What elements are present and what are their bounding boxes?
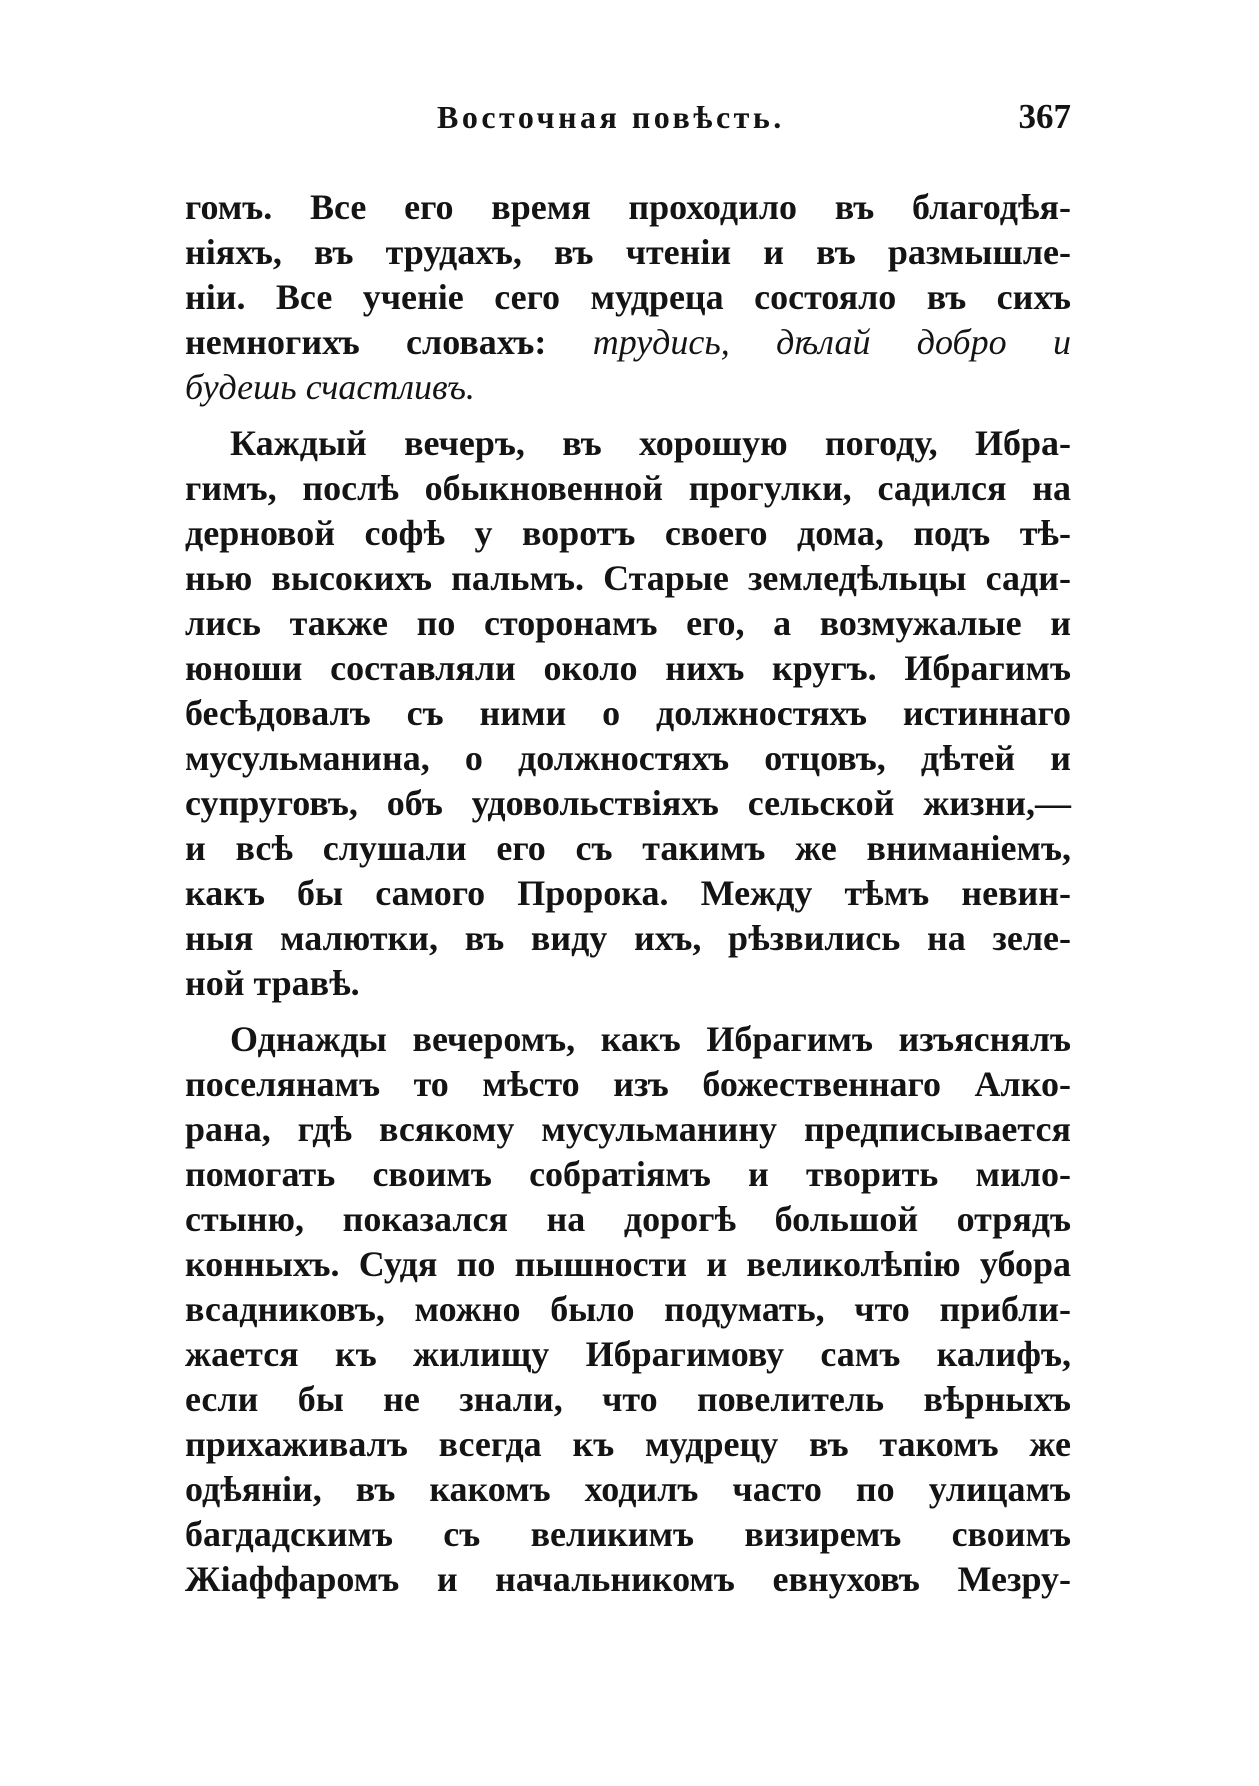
- text-line: бесѣдовалъ съ ними о должностяхъ истиннаго: [185, 693, 1071, 733]
- text-line: поселянамъ то мѣсто изъ божественнаго Алко-: [185, 1064, 1071, 1104]
- text-line: прихаживалъ всегда къ мудрецу въ такомъ же: [185, 1424, 1071, 1464]
- text-line: лись также по сторонамъ его, а возмужалые и: [185, 603, 1071, 643]
- italic-quote: трудись, дѣлай добро и: [592, 322, 1071, 362]
- text-line: помогать своимъ собратіямъ и творить мило-: [185, 1154, 1071, 1194]
- text-line: если бы не знали, что повелитель вѣрныхъ: [185, 1379, 1071, 1419]
- text-line: гимъ, послѣ обыкновенной прогулки, садился на: [185, 468, 1071, 508]
- text-line: и всѣ слушали его съ такимъ же вниманіемъ,: [185, 828, 1071, 868]
- text-line: одѣяніи, въ какомъ ходилъ часто по улицамъ: [185, 1469, 1071, 1509]
- text-line: всадниковъ, можно было подумать, что прибли-: [185, 1289, 1071, 1329]
- text-line: ной травѣ.: [185, 963, 360, 1003]
- text-line: какъ бы самого Пророка. Между тѣмъ невин-: [185, 873, 1071, 913]
- body-text: [185, 185, 1071, 1602]
- italic-quote: будешь счастливъ.: [185, 367, 475, 407]
- text-line: Жіаффаромъ и начальникомъ евнуховъ Мезру-: [185, 1559, 1071, 1599]
- text-line: [185, 365, 1071, 410]
- text-line: ныя малютки, въ виду ихъ, рѣзвились на зеле-: [185, 918, 1071, 958]
- text-line: нью высокихъ пальмъ. Старые земледѣльцы сади-: [185, 558, 1071, 598]
- text-line: жается къ жилищу Ибрагимову самъ калифъ,: [185, 1334, 1071, 1374]
- text-line: супруговъ, объ удовольствіяхъ сельской жизни,—: [185, 783, 1071, 823]
- running-head: [185, 92, 1071, 142]
- text-line: дерновой софѣ у воротъ своего дома, подъ тѣ-: [185, 513, 1071, 553]
- text-span: немногихъ словахъ:: [185, 322, 593, 362]
- running-title: Восточная повѣсть.: [437, 99, 785, 135]
- text-line: юноши составляли около нихъ кругъ. Ибрагимъ: [185, 648, 1071, 688]
- text-line: [185, 320, 1071, 365]
- text-line: мусульманина, о должностяхъ отцовъ, дѣтей и: [185, 738, 1071, 778]
- page-number: 367: [1018, 97, 1071, 136]
- text-line: багдадскимъ съ великимъ визиремъ своимъ: [185, 1514, 1071, 1554]
- paragraph-first-line: Каждый вечеръ, въ хорошую погоду, Ибра-: [230, 423, 1071, 463]
- text-line: конныхъ. Судя по пышности и великолѣпію убора: [185, 1244, 1071, 1284]
- text-line: ніяхъ, въ трудахъ, въ чтеніи и въ размышле-: [185, 232, 1071, 272]
- text-line: ніи. Все ученіе сего мудреца состояло въ сихъ: [185, 277, 1071, 317]
- paragraph-first-line: Однажды вечеромъ, какъ Ибрагимъ изъяснялъ: [230, 1019, 1071, 1059]
- text-line: рана, гдѣ всякому мусульманину предписывается: [185, 1109, 1071, 1149]
- text-line: гомъ. Все его время проходило въ благодѣя-: [185, 187, 1071, 227]
- text-line: стыню, показался на дорогѣ большой отрядъ: [185, 1199, 1071, 1239]
